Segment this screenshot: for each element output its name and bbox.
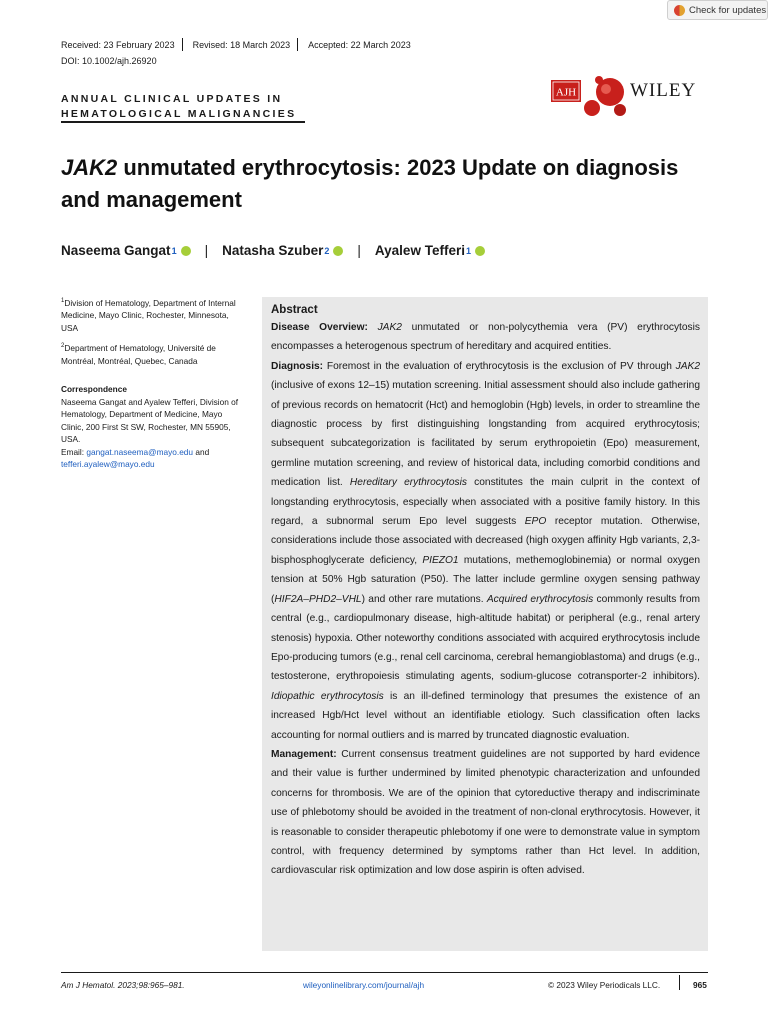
title-gene: JAK2: [61, 155, 118, 180]
diagnosis-text: commonly results from central (e.g., cardiopulmonary disease, high-altitude habitat) or peripheral (e.g., renal artery stenosis) hypoxia. Other noteworthy conditions associated with acquired erythrocytosis include Epo-producing tumors (e.g., renal cell carcinoma, cerebral hemangioblastoma) and drugs (e.g., testosterone, erythropoiesis stimulating agents, sodium-glucose cotransporter-2 inhibitors).: [271, 593, 700, 683]
date-divider: [182, 38, 183, 51]
author-list: [61, 243, 485, 258]
diagnosis-term: Acquired erythrocytosis: [486, 593, 594, 605]
date-divider: [297, 38, 298, 51]
orcid-icon[interactable]: [181, 246, 191, 256]
affiliation-number: 1: [61, 298, 65, 304]
correspondence-heading: Correspondence: [61, 384, 127, 395]
affiliation-1: [61, 295, 246, 334]
author-divider: |: [204, 243, 209, 258]
abstract-management: [271, 745, 700, 881]
diagnosis-text: (inclusive of exons 12–15) mutation screening. Initial assessment should also include gathering of previous records on hematocrit (Hct) and hemoglobin (Hgb) levels, in order to streamline the diagnostic process by first distinguishing longstanding from acquired erythrocytosis; subsequent subcategorization is facilitated by serum erythropoietin (Epo) measurement, germline mutation screening, and review of historical data, including comorbid conditions and medication list.: [271, 380, 700, 489]
diagnosis-gene: EPO: [524, 516, 547, 528]
accepted-date: Accepted: 22 March 2023: [308, 39, 411, 50]
diagnosis-text: ) and other rare mutations.: [361, 593, 487, 605]
journal-publisher-logo: [550, 72, 710, 122]
overview-gene: JAK2: [377, 322, 402, 333]
page-number: 965: [693, 980, 707, 990]
article-series: [61, 92, 296, 122]
overview-text: unmutated or non-polycythemia vera (PV) erythrocytosis encompasses a heterogenous spectrum of hereditary and acquired entities.: [271, 322, 700, 353]
abstract-heading: Abstract: [271, 304, 318, 316]
email-and: and: [193, 446, 210, 457]
diagnosis-text: Foremost in the evaluation of erythrocytosis is the exclusion of PV through: [323, 360, 676, 372]
footer-rule: [61, 972, 708, 973]
series-underline: [61, 121, 305, 123]
abstract-box: [262, 297, 708, 951]
affiliation-number: 2: [61, 343, 65, 350]
red-cell-medium: [584, 100, 600, 116]
check-for-updates-label: Check for updates: [689, 4, 767, 16]
author-divider: |: [357, 243, 361, 258]
email-link-2[interactable]: tefferi.ayalew@mayo.edu: [61, 459, 155, 470]
diagnosis-gene: HIF2A–PHD2–VHL: [274, 593, 362, 605]
management-label: Management:: [271, 748, 337, 760]
diagnosis-text: mutations, methemoglobinemia) or normal oxygen tension at 50% Hgb saturation (P50). The latter include germline oxygen sensing pathway (: [271, 554, 700, 605]
correspondence-text: [61, 396, 246, 471]
author-affiliation-mark[interactable]: 2: [324, 245, 330, 256]
wiley-wordmark: WILEY: [630, 80, 697, 101]
diagnosis-text: is an ill-defined terminology that presumes the existence of an increased Hgb/Hct level without an identifiable etiology. Such classification often lacks accounting for normal outliers and is marred by truncated diagnostic evaluation.: [271, 690, 700, 741]
author-name[interactable]: Ayalew Tefferi: [374, 243, 465, 258]
diagnosis-gene: PIEZO1: [422, 554, 459, 566]
title-rest: unmutated erythrocytosis: 2023 Update on diagnosis and management: [61, 155, 679, 212]
footer-citation: [61, 980, 185, 990]
orcid-icon[interactable]: [475, 246, 485, 256]
abstract-overview: [271, 318, 700, 357]
citation-text: Am J Hematol. 2023;98:965–981.: [61, 980, 185, 990]
crossmark-icon: [674, 5, 685, 16]
affiliation-text: Division of Hematology, Department of Internal Medicine, Mayo Clinic, Rochester, Minnesota, USA: [61, 297, 236, 333]
diagnosis-term: Hereditary erythrocytosis: [349, 477, 467, 489]
affiliation-text: Department of Hematology, Université de Montréal, Montréal, Quebec, Canada: [61, 343, 216, 366]
diagnosis-term: Idiopathic erythrocytosis: [271, 690, 384, 702]
article-dates: [61, 38, 411, 51]
diagnosis-label: Diagnosis:: [271, 360, 324, 372]
diagnosis-gene: JAK2: [675, 360, 700, 372]
author-affiliation-mark[interactable]: 1: [171, 245, 177, 256]
diagnosis-text: constitutes the main culprit in the context of longstanding erythrocytosis, especially when associated with a positive family history. In this regard, a subnormal serum Epo level suggests: [271, 477, 700, 528]
article-title: [61, 152, 701, 216]
affiliations-column: [61, 295, 246, 477]
email-label: Email:: [61, 446, 87, 457]
author-name[interactable]: Naseema Gangat: [61, 243, 171, 258]
red-cell-tiny: [595, 76, 603, 84]
received-date: Received: 23 February 2023: [61, 39, 175, 50]
series-line-2: HEMATOLOGICAL MALIGNANCIES: [61, 108, 297, 120]
check-for-updates-button[interactable]: [667, 0, 768, 20]
overview-label: Disease Overview:: [271, 322, 368, 333]
correspondence-address: Naseema Gangat and Ayalew Tefferi, Division of Hematology, Department of Medicine, Mayo Clinic, 200 First St SW, Rochester, MN 55905, USA.: [61, 396, 239, 445]
management-text: Current consensus treatment guidelines are not supported by hard evidence and their value is further undermined by limited phenotypic characterization and unfounded concerns for thrombosis. We are of the opinion that cytoreductive therapy and indiscriminate use of phlebotomy should be avoided in the treatment of non-clonal erythrocytosis. However, it is reasonable to consider therapeutic phlebotomy if one were to demonstrate value in symptom control, with frequency determined by symptoms rather than Hct level. In addition, cardiovascular risk optimization and low dose aspirin is often advised.: [271, 748, 700, 877]
affiliation-2: [61, 340, 246, 367]
author-name[interactable]: Natasha Szuber: [222, 243, 324, 258]
series-line-1: ANNUAL CLINICAL UPDATES IN: [61, 93, 283, 105]
diagnosis-text: receptor mutation. Otherwise, considerations include those associated with decreased (high oxygen affinity Hgb variants, 2,3-bisphosphoglycerate deficiency,: [271, 516, 700, 566]
red-cell-highlight: [601, 84, 611, 94]
author-affiliation-mark[interactable]: 1: [465, 245, 471, 256]
footer-page-divider: [679, 975, 680, 990]
ajh-logo-text: AJH: [555, 86, 577, 99]
footer-copyright: © 2023 Wiley Periodicals LLC.: [548, 980, 661, 990]
revised-date: Revised: 18 March 2023: [192, 39, 291, 50]
abstract-diagnosis: [271, 357, 700, 745]
email-link-1[interactable]: gangat.naseema@mayo.edu: [86, 446, 194, 457]
orcid-icon[interactable]: [333, 246, 343, 256]
doi: DOI: 10.1002/ajh.26920: [61, 56, 157, 66]
journal-url-link[interactable]: wileyonlinelibrary.com/journal/ajh: [303, 980, 425, 990]
red-cell-small: [614, 104, 626, 116]
